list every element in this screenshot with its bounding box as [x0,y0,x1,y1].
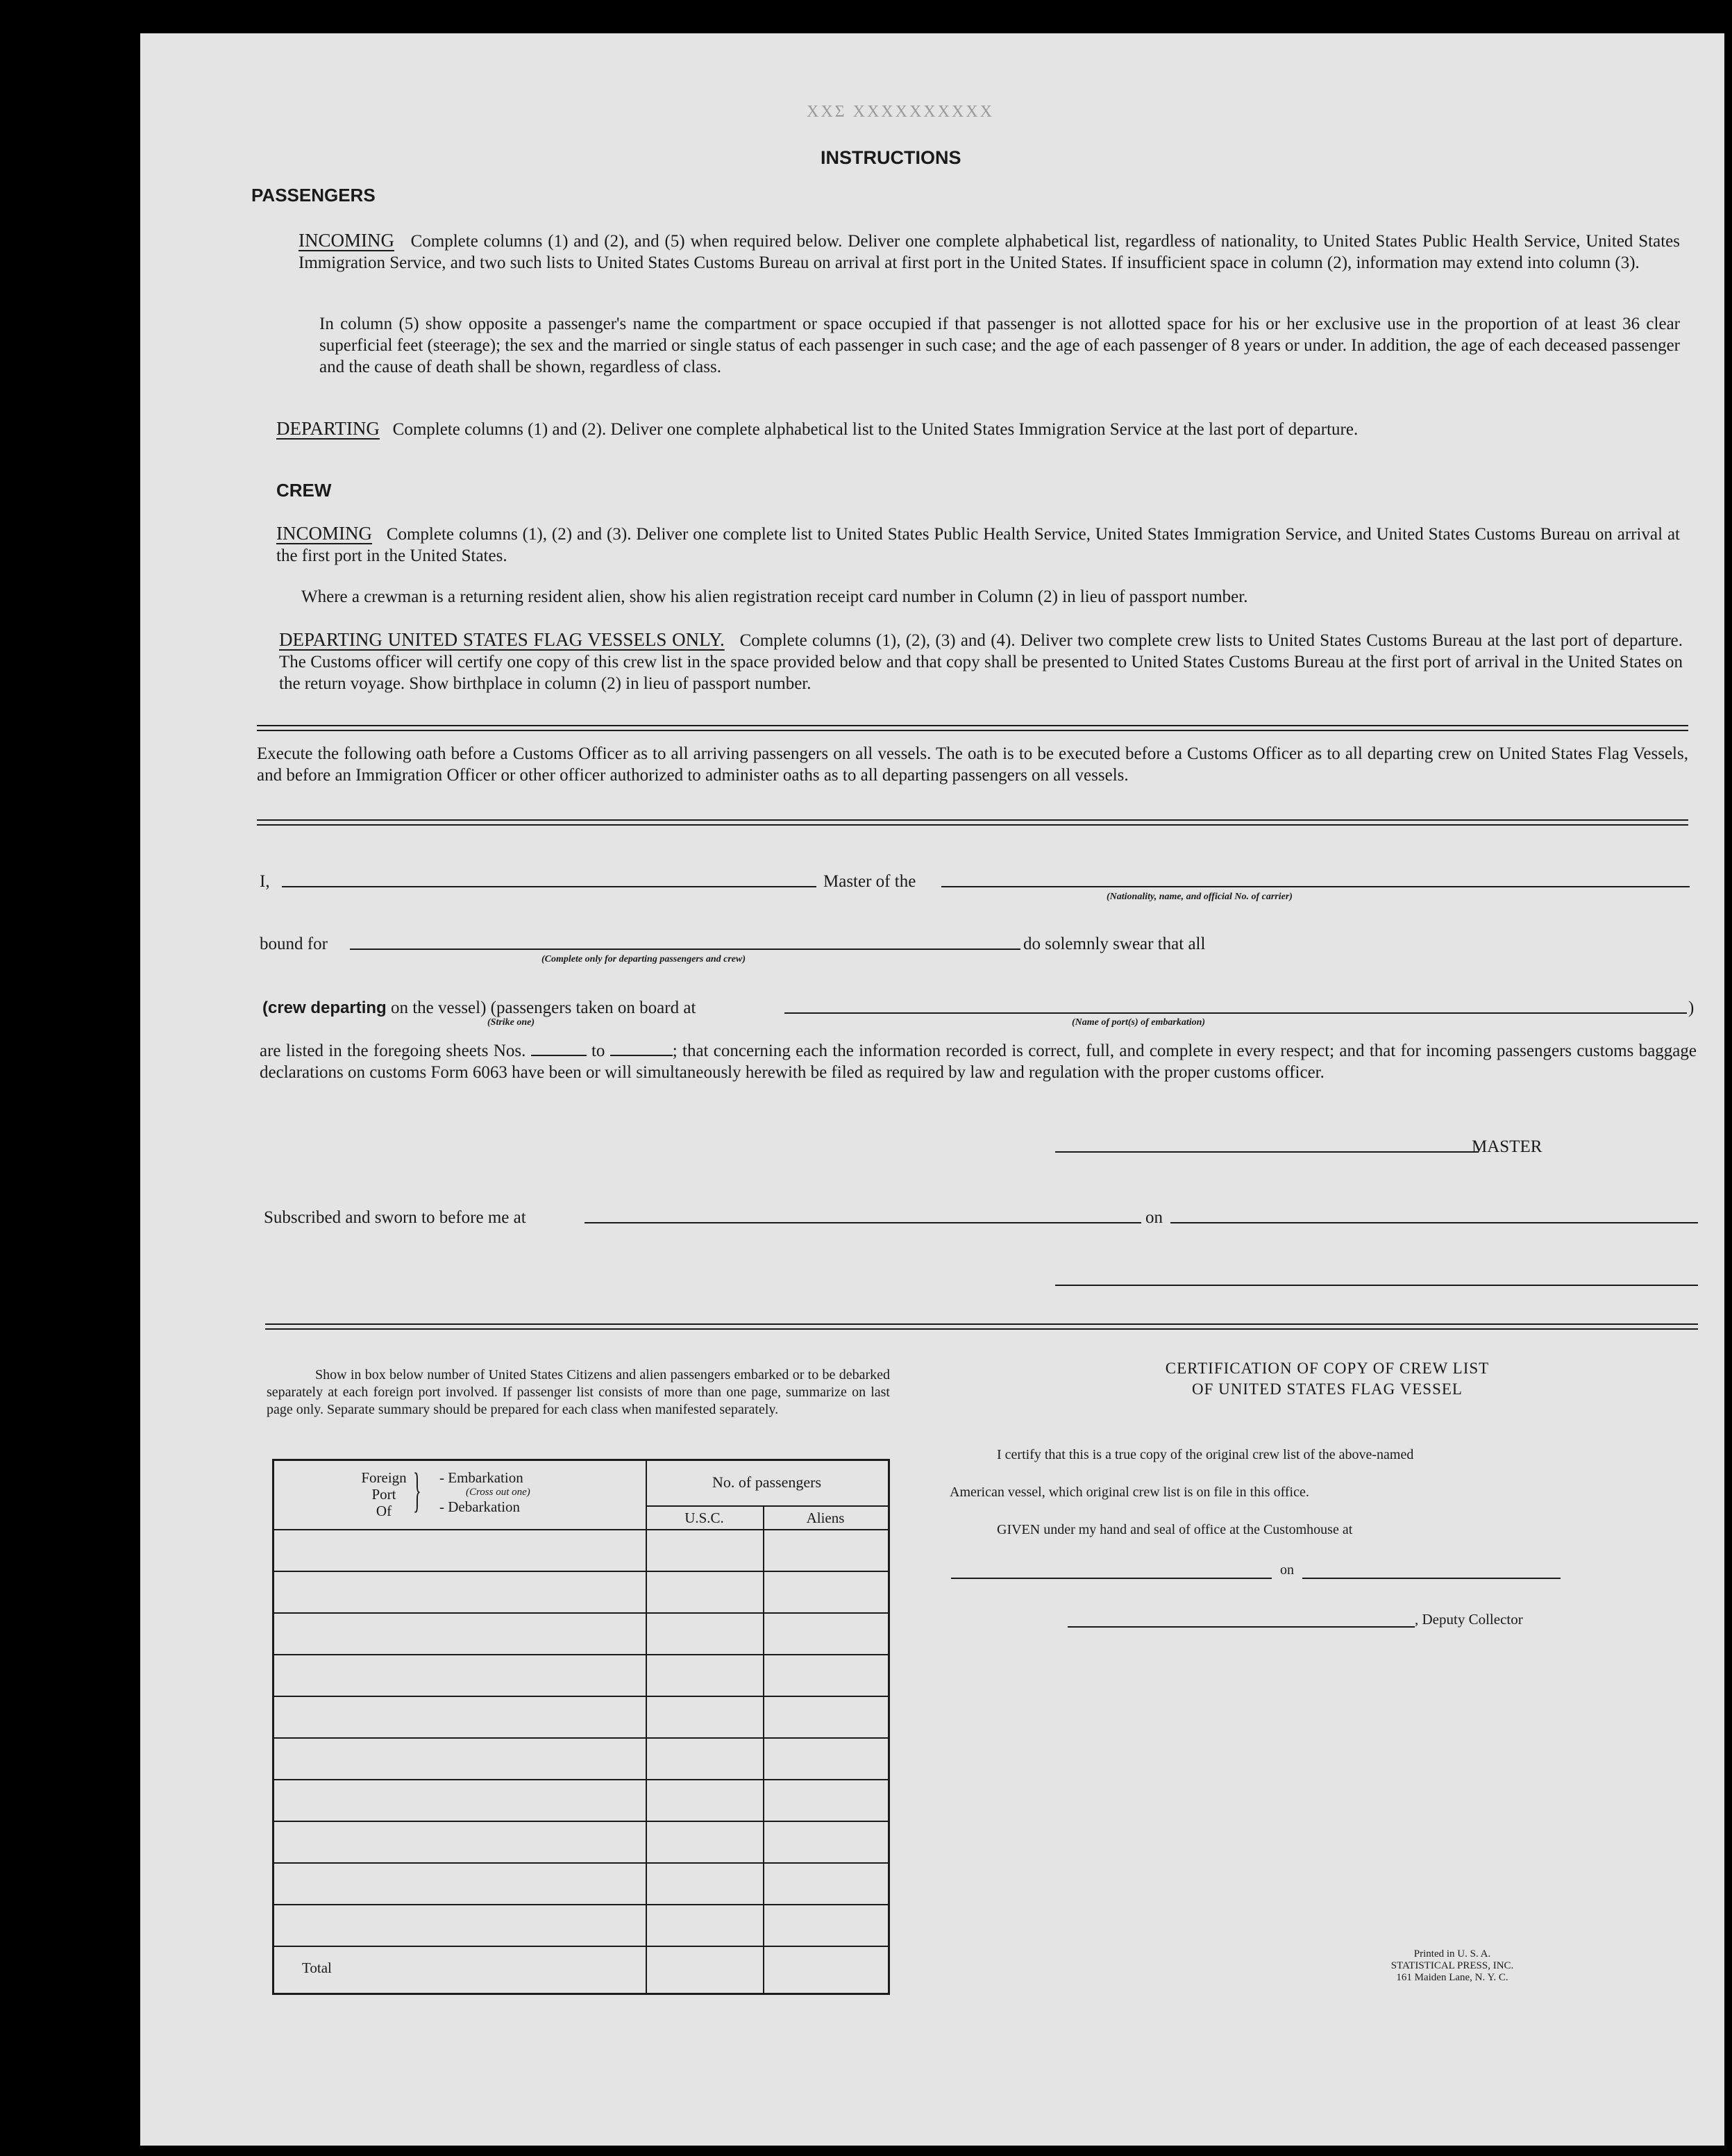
certify-line-2: American vessel, which original crew list is on file in this office. [950,1485,1309,1500]
num-passengers-header: No. of passengers [712,1473,822,1491]
usc-header: U.S.C. [684,1510,724,1526]
carrier-field[interactable] [941,886,1690,887]
subscribed-place-field[interactable] [585,1222,1141,1223]
cert-on-label: on [1280,1562,1294,1578]
crew-heading: CREW [276,480,332,501]
master-signature-field[interactable] [1055,1151,1479,1153]
divider-3 [265,1323,1698,1330]
divider-2 [257,819,1688,826]
sheet-from-field[interactable] [531,1055,587,1056]
carrier-note: (Nationality, name, and official No. of carrier) [1107,892,1293,902]
ports-note: (Name of port(s) of embarkation) [1072,1017,1206,1028]
certification-heading: CERTIFICATION OF COPY OF CREW LIST OF UNITED STATES FLAG VESSEL [1165,1360,1490,1398]
page-title: INSTRUCTIONS [821,147,961,168]
printer-imprint: Printed in U. S. A. STATISTICAL PRESS, INC. 161 Maiden Lane, N. Y. C. [1390,1948,1514,1983]
strike-one-note: (Strike one) [487,1017,535,1028]
crew-passengers-line [262,997,696,1019]
header-faint-text: ΧΧΣ ΧΧΧΧΧΧΧΧΧΧ [807,103,994,121]
debarkation-option[interactable]: - Debarkation [439,1498,521,1515]
close-paren: ) [1688,998,1695,1017]
crew-departing-option: (crew departing [262,998,387,1017]
divider-1 [257,725,1688,731]
passengers-heading: PASSENGERS [251,185,376,206]
bound-for-label: bound for [260,935,328,953]
customhouse-field[interactable] [951,1578,1272,1579]
passengers-taken-text: (passengers taken on board at [490,998,696,1017]
summary-table [272,1459,890,1995]
listed-text-a: are listed in the foregoing sheets Nos. [260,1042,526,1060]
swear-text: do solemnly swear that all [1023,935,1206,953]
aliens-header: Aliens [806,1510,845,1526]
master-of-label: Master of the [823,872,916,891]
column5-paragraph: In column (5) show opposite a passenger's name the compartment or space occupied if that passenger is not allotted space for his or her exclusive use in the proportion of at least 36 clear superficial feet (steerage); the sex and the married or single status of each passenger in such case; and the age of each passenger of 8 years or under. In addition, the age of each deceased passenger and the cause of death shall be shown, regardless of class. [319,315,1680,376]
crew-incoming-paragraph [276,523,1680,567]
ports-embarkation-field[interactable] [784,1012,1687,1014]
sheet-to-field[interactable] [610,1055,673,1056]
bound-for-note: (Complete only for departing passengers and crew) [541,954,746,964]
passengers-departing-text: Complete columns (1) and (2). Deliver one complete alphabetical list to the United States Immigration Service at the last port of departure. [392,420,1359,439]
subscribed-on-label: on [1145,1208,1163,1227]
master-signature-label: MASTER [1472,1137,1542,1156]
foreign-port-label: Foreign Port Of [361,1469,407,1519]
passengers-departing-label: DEPARTING [276,418,380,439]
passengers-incoming-paragraph [299,230,1680,274]
subscribed-label: Subscribed and sworn to before me at [264,1208,526,1227]
passengers-incoming-label: INCOMING [299,230,394,251]
crew-incoming-text: Complete columns (1), (2) and (3). Deliver one complete list to United States Public Health Service, United States Immigration Service, and United States Customs Bureau on arrival at the first port in the United States. [276,525,1681,565]
deputy-signature-field[interactable] [1068,1626,1415,1628]
crew-departing-label: DEPARTING UNITED STATES FLAG VESSELS ONLY. [279,629,725,650]
passengers-incoming-text: Complete columns (1) and (2), and (5) when required below. Deliver one complete alphabetical list, regardless of nationality, to United States Public Health Service, United States Immigration Service, and two such lists to United States Customs Bureau on arrival at first port in the United States. If insufficient space in column (2), information may extend into column (3). [299,232,1680,272]
subscribed-date-field[interactable] [1170,1222,1698,1223]
listed-text-b: ; that concerning each the information recorded is correct, full, and complete in every respect; and that for incoming passengers customs baggage declarations on customs Form 6063 have been or will simultaneously herewith be filed as required by law and regulation with the proper customs officer. [260,1042,1697,1082]
bound-for-field[interactable] [350,949,1020,950]
deputy-collector-label: , Deputy Collector [1415,1611,1523,1628]
cross-out-note: (Cross out one) [466,1487,530,1498]
passengers-departing-paragraph [276,418,1680,440]
crew-departing-paragraph [279,629,1683,694]
crew-departing-text: Complete columns (1), (2), (3) and (4). Deliver two complete crew lists to United States Customs Bureau at the last port of departure. The Customs officer will certify one copy of this crew list in the space provided below and that copy shall be presented to United States Customs Bureau at the first port of arrival in the United States on the return voyage. Show birthplace in column (2) in lieu of passport number. [279,631,1683,693]
cert-date-field[interactable] [1302,1578,1561,1579]
crew-incoming-label: INCOMING [276,523,372,544]
total-label: Total [302,1959,332,1976]
embarkation-option[interactable]: - Embarkation [439,1469,523,1486]
oath-intro-paragraph: Execute the following oath before a Customs Officer as to all arriving passengers on all vessels. The oath is to be executed before a Customs Officer as to all departing crew on United States Flag Vessels, and before an Immigration Officer or other officer authorized to administer oaths as to all departing passengers on all vessels. [257,744,1688,785]
embarkation-options [439,1469,530,1515]
summary-intro: Show in box below number of United States Citizens and alien passengers embarked or to be debarked separately at each foreign port involved. If passenger list consists of more than one page, summarize on last page only. Separate summary should be prepared for each class when manifested separately. [267,1367,890,1417]
on-vessel-text: on the vessel) [390,998,487,1017]
form-page [140,33,1724,2146]
master-name-field[interactable] [282,886,816,887]
given-line: GIVEN under my hand and seal of office at the Customhouse at [997,1522,1353,1537]
brace-icon: } [413,1464,421,1517]
listed-to: to [591,1042,605,1060]
crew-resident-paragraph: Where a crewman is a returning resident alien, show his alien registration receipt card number in Column (2) in lieu of passport number. [301,587,1248,606]
listed-paragraph [260,1040,1697,1083]
certify-line-1: I certify that this is a true copy of the original crew list of the above-named [997,1447,1414,1462]
officer-signature-field[interactable] [1055,1285,1698,1286]
oath-i-label: I, [260,872,270,891]
